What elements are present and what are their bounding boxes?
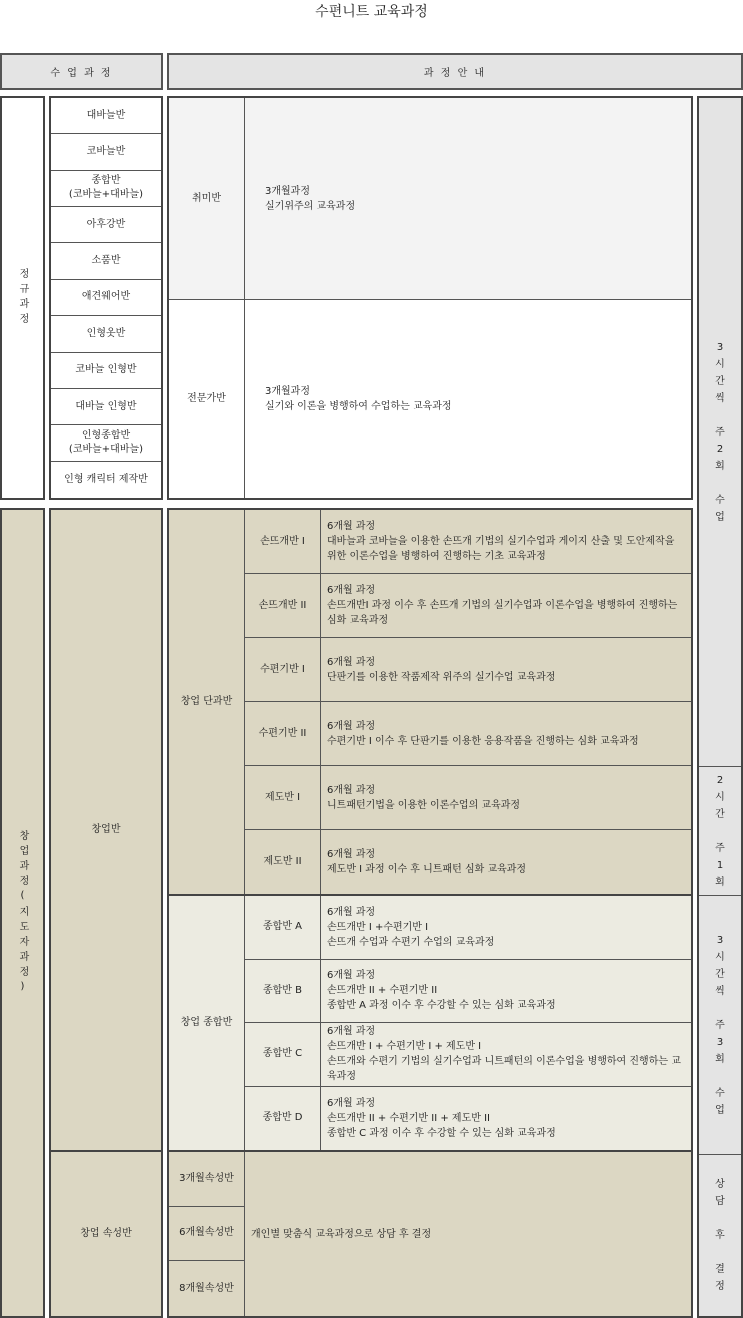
course-desc-line: 종합반 A 과정 이수 후 수강할 수 있는 심화 교육과정: [327, 1000, 556, 1012]
schedule-three-thrice-char: 회: [715, 1053, 725, 1065]
expert-desc-line-2: 실기와 이론을 병행하여 수업하는 교육과정: [265, 401, 452, 412]
course-row-name: 종합반 D: [245, 1087, 321, 1151]
schedule-three-thrice-char: 3: [716, 1036, 724, 1048]
startup-course-label-text: 창업과정(지도자과정): [17, 829, 28, 997]
schedule-three-thrice-char: 시: [715, 951, 725, 963]
regular-course-label: [2, 98, 43, 498]
course-desc-line: 6개월 과정: [327, 784, 376, 796]
page-title: 수편니트 교육과정: [315, 4, 428, 20]
schedule-three-twice-char: 회: [715, 460, 725, 472]
schedule-three-twice-char: 2: [716, 443, 724, 455]
startup-class-cell: [49, 508, 163, 1152]
regular-course-label-text: 정규과정: [17, 268, 28, 328]
schedule-three-twice-char: 업: [715, 511, 725, 523]
expert-class-name: 전문가반: [169, 300, 245, 498]
schedule-three-twice-char: 주: [715, 426, 725, 438]
course-row-name: 수편기반 I: [245, 638, 321, 702]
regular-class-item: 코바늘반: [51, 134, 161, 170]
course-desc-line: 6개월 과정: [327, 1026, 376, 1038]
fast-class-desc: 개인별 맞춤식 교육과정으로 상담 후 결정: [251, 1228, 432, 1240]
schedule-three-twice-char: 수: [715, 494, 725, 506]
hobby-class-name: 취미반: [169, 98, 245, 300]
course-desc-line: 손뜨개반 II + 수편기반 II: [327, 985, 438, 997]
expert-desc-line-1: 3개월과정: [265, 386, 311, 397]
schedule-three-thrice-char: 업: [715, 1104, 725, 1116]
course-desc-line: 손뜨개반I 과정 이수 후 손뜨개 기법의 실기수업과 이론수업을 병행하여 진행하는 심화 교육과정: [327, 600, 678, 626]
schedule-consult-char: 담: [715, 1196, 725, 1207]
schedule-two-once-char: 주: [715, 842, 725, 854]
course-row-name: 종합반 A: [245, 896, 321, 960]
fast-class-item: 6개월속성반: [169, 1207, 245, 1262]
startup-fast-class-cell: [49, 1150, 163, 1318]
startup-course-label: [2, 510, 43, 1316]
course-desc-line: 손뜨개반 I + 수편기반 I + 제도반 I: [327, 1041, 482, 1053]
course-desc-line: 6개월 과정: [327, 521, 376, 532]
regular-class-item: 소품반: [51, 243, 161, 279]
schedule-two-once-char: 시: [715, 791, 725, 803]
hobby-desc-line-1: 3개월과정: [265, 185, 311, 197]
startup-fast-table: [167, 1150, 693, 1318]
course-row-desc: [321, 1087, 691, 1151]
schedule-three-thrice-char: 3: [716, 934, 724, 946]
schedule-consult-char: 후: [715, 1230, 725, 1241]
regular-class-item: 아후강반: [51, 207, 161, 243]
regular-class-list: [49, 96, 163, 500]
course-row-desc: [321, 510, 691, 574]
course-desc-line: 종합반 C 과정 이수 후 수강할 수 있는 심화 교육과정: [327, 1127, 556, 1139]
schedule-two-hours-once: [699, 766, 741, 896]
regular-course-label-cell: [0, 96, 45, 500]
course-desc-line: 6개월 과정: [327, 656, 376, 668]
course-row-name: 제도반 I: [245, 766, 321, 830]
course-desc-line: 6개월 과정: [327, 1097, 376, 1109]
startup-single-group-name: 창업 단과반: [169, 510, 245, 894]
startup-fast-class-name: 창업 속성반: [80, 1228, 132, 1239]
course-desc-line: 대바늘과 코바늘을 이용한 손뜨개 기법의 실기수업과 게이지 산출 및 도안제작을 위한 이론수업을 병행하여 진행하는 기초 교육과정: [327, 536, 675, 562]
schedule-two-once-char: 간: [715, 808, 725, 820]
course-desc-line: 6개월 과정: [327, 720, 376, 732]
schedule-three-thrice-char: 씩: [715, 985, 725, 997]
regular-class-item: 코바늘 인형반: [51, 353, 161, 389]
course-row-desc: [321, 960, 691, 1024]
course-row-name: 종합반 B: [245, 960, 321, 1024]
schedule-consult-char: 정: [715, 1281, 725, 1292]
startup-single-table: [167, 508, 693, 896]
course-desc-line: 손뜨개반 II + 수편기반 II + 제도반 II: [327, 1112, 490, 1124]
fast-class-item: 3개월속성반: [169, 1152, 245, 1207]
startup-combined-group-name: 창업 종합반: [169, 896, 245, 1150]
schedule-three-twice-char: 시: [715, 358, 725, 370]
schedule-consult: [699, 1154, 741, 1316]
schedule-three-thrice-char: 주: [715, 1019, 725, 1031]
course-row-name: 수편기반 II: [245, 702, 321, 766]
schedule-two-once-char: 2: [716, 774, 724, 786]
header-guide: 과 정 안 내: [167, 53, 743, 90]
course-row-desc: [321, 896, 691, 960]
course-desc-line: 수편기반 I 이수 후 단판기를 이용한 응용작품을 진행하는 심화 교육과정: [327, 735, 639, 747]
course-row-desc: [321, 574, 691, 638]
course-desc-line: 6개월 과정: [327, 970, 376, 982]
schedule-three-thrice-char: 간: [715, 968, 725, 980]
schedule-two-once-char: 회: [715, 876, 725, 888]
schedule-three-hours-thrice: [699, 896, 741, 1154]
schedule-consult-char: 결: [715, 1264, 725, 1275]
course-row-desc: [321, 1023, 691, 1087]
course-row-name: 제도반 II: [245, 830, 321, 894]
fast-class-item: 8개월속성반: [169, 1261, 245, 1316]
startup-course-label-cell: [0, 508, 45, 1318]
schedule-three-twice-char: 씩: [715, 392, 725, 404]
regular-guide-table: [167, 96, 693, 500]
schedule-three-thrice-char: 수: [715, 1087, 725, 1099]
regular-class-item: 애견웨어반: [51, 280, 161, 316]
regular-class-item: 대바늘반: [51, 98, 161, 134]
course-desc-line: 6개월 과정: [327, 906, 376, 918]
regular-class-item: 종합반 (코바늘+대바늘): [51, 171, 161, 207]
course-desc-line: 6개월 과정: [327, 585, 376, 596]
course-desc-line: 손뜨개반 I +수편기반 I: [327, 921, 429, 933]
regular-class-item: 인형옷반: [51, 316, 161, 352]
hobby-class-desc: [245, 98, 691, 300]
course-desc-line: 손뜨개와 수편기 기법의 실기수업과 니트패턴의 이론수업을 병행하여 진행하는 교육과정: [327, 1056, 681, 1083]
course-desc-line: 6개월 과정: [327, 849, 376, 860]
schedule-consult-char: 상: [715, 1179, 725, 1190]
course-row-desc: [321, 638, 691, 702]
course-row-name: 종합반 C: [245, 1023, 321, 1087]
regular-class-item: 인형 캐릭터 제작반: [51, 462, 161, 498]
schedule-two-once-char: 1: [716, 859, 724, 871]
course-desc-line: 니트패턴기법을 이용한 이론수업의 교육과정: [327, 799, 521, 811]
course-desc-line: 제도반 I 과정 이수 후 니트패턴 심화 교육과정: [327, 864, 527, 875]
header-courses: 수 업 과 정: [0, 53, 163, 90]
regular-class-item: 대바늘 인형반: [51, 389, 161, 425]
schedule-three-twice-char: 간: [715, 375, 725, 387]
schedule-column: [697, 96, 743, 1318]
course-row-desc: [321, 830, 691, 894]
startup-combined-table: [167, 894, 693, 1152]
course-row-desc: [321, 702, 691, 766]
course-row-name: 손뜨개반 I: [245, 510, 321, 574]
regular-class-item: 인형종합반 (코바늘+대바늘): [51, 425, 161, 461]
course-row-desc: [321, 766, 691, 830]
course-desc-line: 단판기를 이용한 작품제작 위주의 실기수업 교육과정: [327, 671, 556, 683]
course-desc-line: 손뜨개 수업과 수편기 수업의 교육과정: [327, 936, 495, 948]
hobby-desc-line-2: 실기위주의 교육과정: [265, 200, 356, 212]
course-row-name: 손뜨개반 II: [245, 574, 321, 638]
schedule-three-hours-twice: [699, 98, 741, 766]
schedule-three-twice-char: 3: [716, 341, 724, 353]
expert-class-desc: [245, 300, 691, 498]
startup-class-name: 창업반: [91, 824, 121, 835]
